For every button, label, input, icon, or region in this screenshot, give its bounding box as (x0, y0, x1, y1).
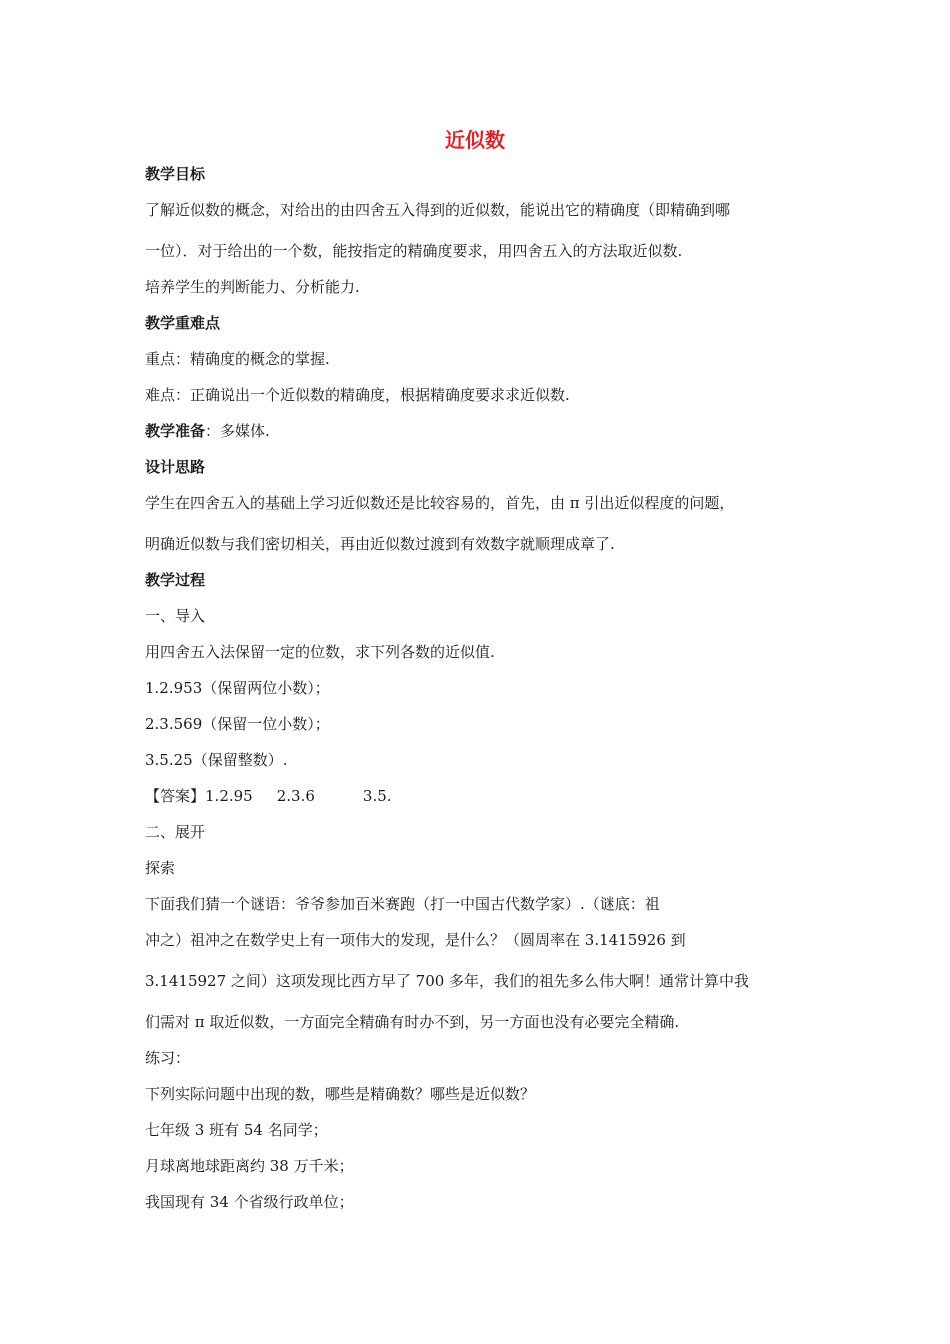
practice-heading: 练习： (145, 1049, 191, 1067)
practice-prompt: 下列实际问题中出现的数，哪些是精确数？哪些是近似数？ (145, 1085, 536, 1103)
explore-heading: 探索 (145, 859, 176, 877)
intro-question: 1.2.953（保留两位小数）； (145, 679, 330, 697)
prep-text: ：多媒体. (205, 422, 270, 440)
design-line: 明确近似数与我们密切相关，再由近似数过渡到有效数字就顺理成章了. (145, 535, 615, 553)
design-line: 学生在四舍五入的基础上学习近似数还是比较容易的，首先，由 π 引出近似程度的问题， (145, 494, 735, 512)
answer-value: 1.2.95 (205, 787, 253, 805)
explore-line: 3.1415927 之间）这项发现比西方早了 700 多年，我们的祖先多么伟大啊！通常计算中我 (145, 972, 750, 990)
intro-prompt: 用四舍五入法保留一定的位数，求下列各数的近似值. (145, 643, 495, 661)
process-heading: 教学过程 (145, 571, 206, 589)
practice-question: 我国现有 34 个省级行政单位； (145, 1193, 354, 1211)
design-heading: 设计思路 (145, 458, 206, 476)
goals-line: 了解近似数的概念，对给出的由四舍五入得到的近似数，能说出它的精确度（即精确到哪 (145, 201, 731, 219)
goals-line: 培养学生的判断能力、分析能力. (145, 278, 360, 296)
explore-line: 下面我们猜一个谜语：爷爷参加百米赛跑（打一中国古代数学家）.（谜底：祖 (145, 895, 660, 913)
prep-heading: 教学准备 (145, 422, 206, 440)
intro-heading: 一、导入 (145, 607, 206, 625)
intro-question: 2.3.569（保留一位小数）； (145, 715, 330, 733)
answer-value: 2.3.6 (276, 787, 315, 805)
practice-question: 月球离地球距离约 38 万千米； (145, 1157, 354, 1175)
prep-line (145, 421, 815, 441)
explore-line: 们需对 π 取近似数，一方面完全精确有时办不到，另一方面也没有必要完全精确. (145, 1013, 680, 1031)
difficult-point: 难点：正确说出一个近似数的精确度，根据精确度要求求近似数. (145, 386, 570, 404)
answer-value: 3.5. (362, 787, 392, 805)
page-title: 近似数 (445, 128, 505, 152)
explore-line: 冲之）祖冲之在数学史上有一项伟大的发现，是什么？（圆周率在 3.1415926 到 (145, 931, 686, 949)
answer-line (145, 786, 815, 806)
answer-label: 【答案】 (145, 787, 206, 805)
key-point: 重点：精确度的概念的掌握. (145, 350, 330, 368)
goals-line: 一位）．对于给出的一个数，能按指定的精确度要求，用四舍五入的方法取近似数. (145, 242, 683, 260)
keypoints-heading: 教学重难点 (145, 314, 221, 332)
goals-heading: 教学目标 (145, 165, 206, 183)
expand-heading: 二、展开 (145, 823, 206, 841)
intro-question: 3.5.25（保留整数）. (145, 751, 288, 769)
practice-question: 七年级 3 班有 54 名同学； (145, 1121, 328, 1139)
